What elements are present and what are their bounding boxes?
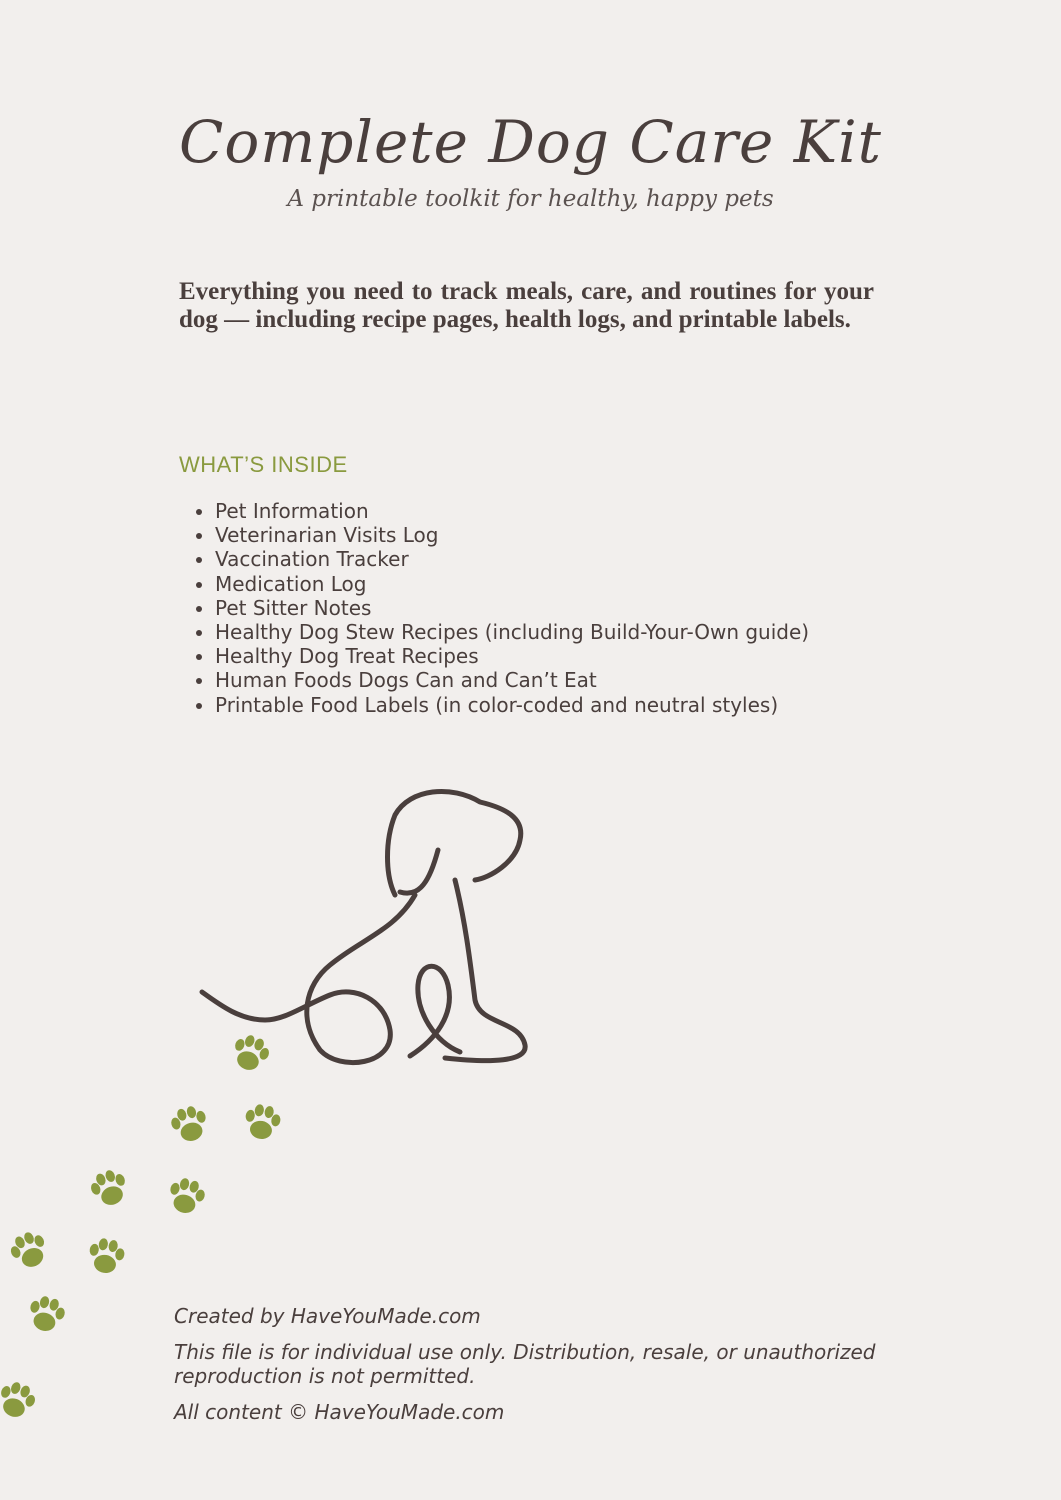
page-subtitle: A printable toolkit for healthy, happy pets [287, 186, 774, 212]
created-by-text: Created by HaveYouMade.com [174, 1304, 481, 1328]
list-item: • Printable Food Labels (in color-coded and neutral styles) [215, 693, 809, 717]
whats-inside-list [179, 499, 809, 717]
license-notice: This file is for individual use only. Distribution, resale, or unauthorized reproduction is not permitted. [174, 1340, 876, 1388]
whats-inside-heading: WHAT’S INSIDE [179, 452, 348, 477]
copyright-text: All content © HaveYouMade.com [174, 1400, 505, 1424]
footer [174, 1304, 934, 1436]
list-item: • Healthy Dog Treat Recipes [215, 644, 809, 668]
list-item: • Healthy Dog Stew Recipes (including Build-Your-Own guide) [215, 620, 809, 644]
list-item: • Human Foods Dogs Can and Can’t Eat [215, 668, 809, 692]
list-item: • Veterinarian Visits Log [215, 523, 809, 547]
list-item: • Vaccination Tracker [215, 547, 809, 571]
list-item: • Pet Sitter Notes [215, 596, 809, 620]
intro-paragraph: Everything you need to track meals, care, and routines for your dog — including recipe pages, health logs, and printable labels. [179, 278, 874, 333]
list-item: • Medication Log [215, 572, 809, 596]
page-title: Complete Dog Care Kit [179, 108, 882, 176]
list-item: • Pet Information [215, 499, 809, 523]
